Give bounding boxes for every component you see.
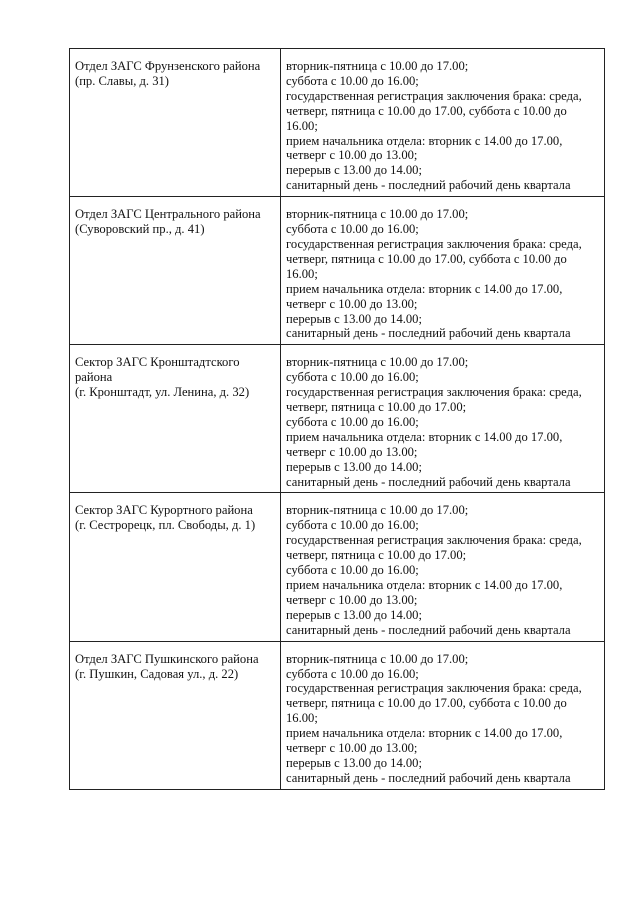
schedule-line: суббота с 10.00 до 16.00; [286,563,419,578]
schedule-line: государственная регистрация заключения брака: среда, [286,385,582,400]
schedule-line: четверг, пятница с 10.00 до 17.00; [286,548,467,563]
schedule-cell [281,493,605,641]
schedule-line: суббота с 10.00 до 16.00; [286,73,419,88]
schedule-line: 16.00; [286,711,318,726]
schedule-line: вторник-пятница с 10.00 до 17.00; [286,651,469,666]
schedule-line: санитарный день - последний рабочий день квартала [286,326,571,341]
schedule-line: перерыв с 13.00 до 14.00; [286,755,422,770]
schedule-line: государственная регистрация заключения брака: среда, [286,681,582,696]
schedule-line: четверг с 10.00 до 13.00; [286,444,418,459]
schedule-line: государственная регистрация заключения брака: среда, [286,236,582,251]
office-address: (пр. Славы, д. 31) [75,73,169,88]
schedule-line: четверг с 10.00 до 13.00; [286,148,418,163]
schedule-line: вторник-пятница с 10.00 до 17.00; [286,207,469,222]
office-name: Сектор ЗАГС Курортного района [75,503,253,518]
schedule-line: прием начальника отдела: вторник с 14.00 до 17.00, [286,578,563,592]
office-name: Отдел ЗАГС Пушкинского района [75,651,259,666]
schedule-cell [281,345,605,493]
schedule-line: вторник-пятница с 10.00 до 17.00; [286,59,469,73]
office-address: (г. Кронштадт, ул. Ленина, д. 32) [75,385,250,400]
schedule-line: суббота с 10.00 до 16.00; [286,666,419,681]
schedule-line: четверг с 10.00 до 13.00; [286,296,418,311]
schedule-line: прием начальника отдела: вторник с 14.00 до 17.00, [286,726,563,741]
schedule-line: четверг, пятница с 10.00 до 17.00; [286,400,467,415]
schedule-line: суббота с 10.00 до 16.00; [286,370,419,385]
schedule-line: санитарный день - последний рабочий день квартала [286,178,571,193]
office-name: Сектор ЗАГС Кронштадтского района [75,355,240,385]
schedule-line: прием начальника отдела: вторник с 14.00 до 17.00, [286,429,563,444]
schedule-line: суббота с 10.00 до 16.00; [286,518,419,533]
office-address: (г. Пушкин, Садовая ул., д. 22) [75,666,239,681]
schedule-line: государственная регистрация заключения брака: среда, [286,533,582,548]
table-row [70,345,605,493]
office-cell [70,641,281,789]
office-cell [70,345,281,493]
office-cell [70,493,281,641]
schedule-table-body [70,49,605,790]
schedule-line: 16.00; [286,266,318,281]
schedule-line: 16.00; [286,118,318,133]
schedule-line: четверг, пятница с 10.00 до 17.00, суббота с 10.00 до [286,251,567,266]
registry-office-schedule-table [69,48,605,790]
schedule-line: перерыв с 13.00 до 14.00; [286,607,422,622]
schedule-line: прием начальника отдела: вторник с 14.00 до 17.00, [286,281,563,296]
table-row [70,49,605,197]
schedule-cell [281,641,605,789]
office-name: Отдел ЗАГС Фрунзенского района [75,59,261,73]
schedule-line: четверг, пятница с 10.00 до 17.00, суббота с 10.00 до [286,696,567,711]
schedule-line: прием начальника отдела: вторник с 14.00 до 17.00, [286,133,563,148]
schedule-line: перерыв с 13.00 до 14.00; [286,459,422,474]
schedule-line: перерыв с 13.00 до 14.00; [286,163,422,178]
table-row [70,641,605,789]
table-row [70,197,605,345]
office-name: Отдел ЗАГС Центрального района [75,207,261,222]
schedule-line: государственная регистрация заключения брака: среда, [286,88,582,103]
document-page [69,48,602,790]
office-address: (Суворовский пр., д. 41) [75,222,205,237]
schedule-line: санитарный день - последний рабочий день квартала [286,474,571,489]
schedule-line: четверг с 10.00 до 13.00; [286,592,418,607]
schedule-line: санитарный день - последний рабочий день квартала [286,770,571,785]
office-address: (г. Сестрорецк, пл. Свободы, д. 1) [75,518,256,533]
schedule-line: суббота с 10.00 до 16.00; [286,414,419,429]
office-cell [70,49,281,197]
office-cell [70,197,281,345]
schedule-line: четверг, пятница с 10.00 до 17.00, суббота с 10.00 до [286,103,567,118]
schedule-line: четверг с 10.00 до 13.00; [286,741,418,756]
table-row [70,493,605,641]
schedule-cell [281,49,605,197]
schedule-cell [281,197,605,345]
schedule-line: суббота с 10.00 до 16.00; [286,222,419,237]
schedule-line: вторник-пятница с 10.00 до 17.00; [286,355,469,370]
schedule-line: перерыв с 13.00 до 14.00; [286,311,422,326]
schedule-line: вторник-пятница с 10.00 до 17.00; [286,503,469,518]
schedule-line: санитарный день - последний рабочий день квартала [286,622,571,637]
